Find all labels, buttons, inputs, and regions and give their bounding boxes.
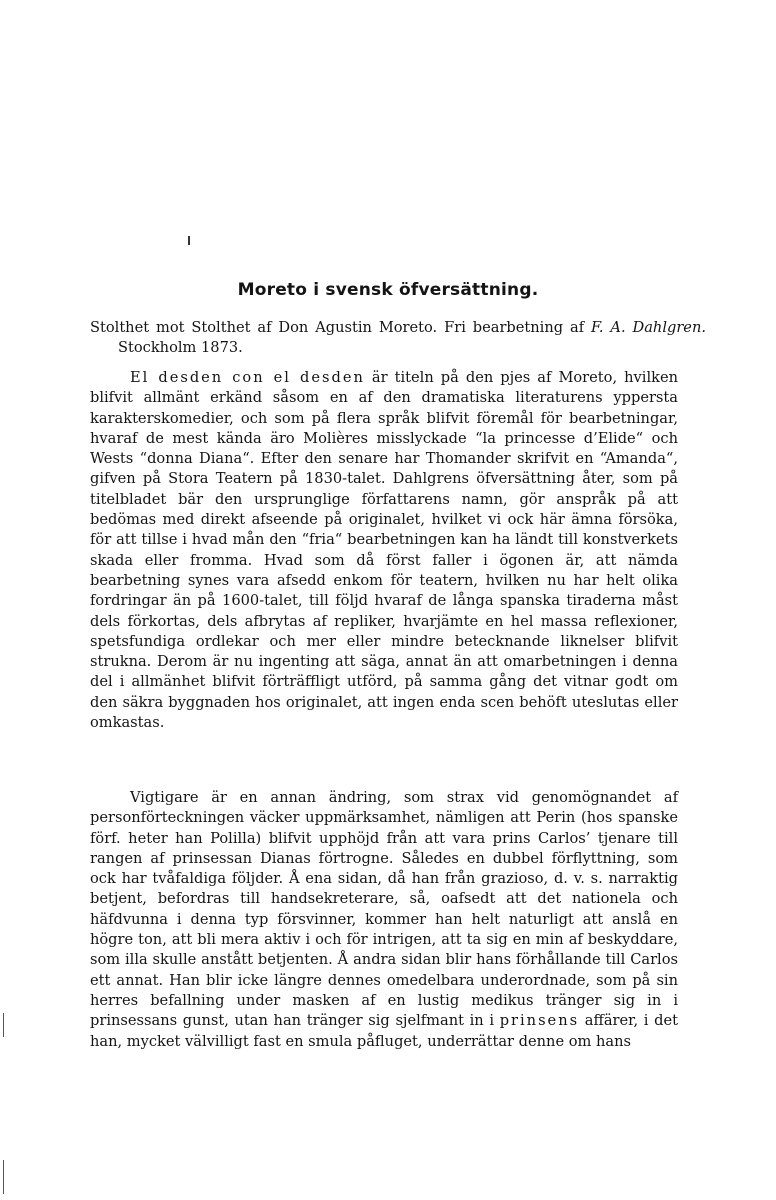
paragraph-2 xyxy=(90,788,678,1052)
emphasized-word: prinsens xyxy=(499,1012,580,1030)
publication-place-year: Stockholm 1873. xyxy=(118,339,243,357)
translator-name: F. A. Dahlgren. xyxy=(591,319,706,336)
paragraph-2-body-start: Vigtigare är en annan ändring, som strax vid genomögnandet af personförteckningen väcker uppmärksamhet, nämligen att Perin (hos spanske förf. heter han Polilla) blifvit upphöjd från att vara prins Carlos’ tjenare till rangen af prinsessan Dianas förtrogne. Således en dubbel förflyttning, som ock har tvåfaldiga följder. Å ena sidan, då han från grazioso, d. v. s. narraktig betjent, befordras till handsekreterare, så, oafsedt att det nationela och häfdvunna i denna typ försvinner, kommer han helt naturligt att anslå en högre ton, att bli mera aktiv i och för intrigen, att ta sig en min af beskyddare, som illa skulle anstått betjenten. Å andra sidan blir hans förhållande till Carlos ett annat. Han blir icke längre dennes omedelbara underordnade, som på sin herres befallning under masken af en lustig medikus tränger sig in i prinsessans gunst, utan han tränger sig sjelfmant in i xyxy=(90,789,678,1030)
page-edge-mark xyxy=(3,1160,4,1194)
page-edge-mark xyxy=(3,1013,4,1037)
paragraph-2-body-end: affärer, i det han, mycket välvilligt fast en smula påfluget, underrättar denne om hans xyxy=(90,1012,678,1050)
bibliographic-entry xyxy=(90,318,706,359)
print-speck xyxy=(188,236,190,245)
play-title-spaced: El desden con el desden xyxy=(130,369,365,386)
paragraph-1 xyxy=(90,368,678,733)
paragraph-1-body: är titeln på den pjes af Moreto, hvilken blifvit allmänt erkänd såsom en af den dramatiska literaturens yppersta karakterskomedier, och som på flera språk blifvit föremål för bearbetningar, hvaraf de mest kända äro Molières misslyckade “la princesse d’Elide“ och Wests “donna Diana“. Efter den senare har Thomander skrifvit en “Amanda“, gifven på Stora Teatern på 1830-talet. Dahlgrens öfversättning åter, som på titelbladet bär den ursprunglige författarens namn, gör anspråk på att bedömas med direkt afseende på originalet, hvilket vi ock här ämna försöka, för att tillse i hvad mån den “fria“ bearbetningen kan ha ländt till konstverkets skada eller fromma. Hvad som då först faller i ögonen är, att nämda bearbetning synes vara afsedd enkom för teatern, hvilken nu har helt olika fordringar än på 1600-talet, till följd hvaraf de långa spanska tiraderna måst dels förkortas, dels afbrytas af repliker, hvarjämte en hel massa reflexioner, spetsfundiga ordlekar och mer eller mindre betecknande liknelser blifvit strukna. Derom är nu ingenting att säga, annat än att omarbetningen i denna del i allmänhet blifvit förträffligt utförd, på samma gång det vitnar godt om den säkra byggnaden hos originalet, att ingen enda scen behöft uteslutas eller omkastas. xyxy=(90,369,678,732)
book-title-line: Stolthet mot Stolthet af Don Agustin Moreto. Fri bearbetning af xyxy=(90,319,585,336)
article-heading: Moreto i svensk öfversättning. xyxy=(237,280,539,300)
